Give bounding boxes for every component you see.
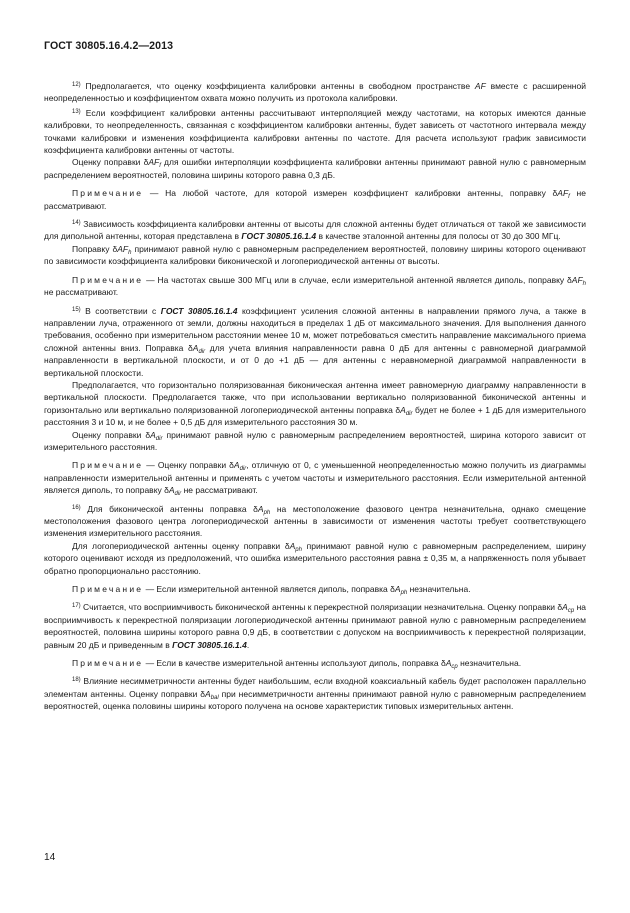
footnote-14-correction: Поправку δAF$_h$ принимают равной нулю с равномерным распределением вероятностей, половину ширины которого оценивают по зависимости коэффициента калибровки биконической и логопериодической антенны от высоты.	[44, 243, 586, 267]
footnote-13-note: Примечание — На любой частоте, для которой измерен коэффициент калибровки антенны, поправку δAF$_f$ не рассматривают.	[44, 188, 586, 211]
footnote-15-note: Примечание — Оценку поправки $\delta A_{dir}$, отличную от 0, с уменьшенной неопределенностью можно получить из диаграммы направленности измерительной антенны и применять с учетом частоты и измерительного расстояния. Если измерительной антенной является диполь, то поправку $\delta A_{dir}$ не рассматривают.	[44, 460, 587, 498]
document-body	[44, 80, 586, 713]
footnote-15: $^{15)}$ В соответствии с ГОСТ 30805.16.1.4 коэффициент усиления сложной антенны в направлении прямого луча, а также в направлении луча, отраженного от земли, должны находиться в пределах 1 дБ от максимального значения. Для выполнения данного требования, особенно при измерительном расстоянии менее 10 м, может потребоваться сместить направление максимального приема сложной антенны вниз. Поправка $\delta A_{dir}$ для учета влияния направленности равна 0 дБ для антенны с равномерной диаграммой направленности в вертикальной плоскости, и от 0 до +1 дБ — для антенны с неравномерной диаграммой направленности в вертикальной плоскости.	[44, 305, 586, 378]
footnote-15-assumption: Предполагается, что горизонтально поляризованная биконическая антенна имеет равномерную диаграмму направленности в вертикальной плоскости. Предполагается также, что при использовании вертикально поляризованной биконической антенны и горизонтально или вертикально поляризованной логопериодической антенны поправка $\delta A_{dir}$ будет не более + 1 дБ для измерительного расстояния 3 и 10 м, и не более + 0,5 дБ для измерительного расстояния 30 м.	[44, 379, 586, 428]
footnote-16-logperiodic: Для логопериодической антенны оценку поправки $\delta A_{ph}$ принимают равной нулю с равномерным распределением, ширину которого оценивают исходя из предположений, что ошибка измерительного расстояния равна ± 0,35 м, а напряженность поля убывает обратно пропорционально расстоянию.	[44, 540, 586, 576]
document-header: ГОСТ 30805.16.4.2—2013	[44, 40, 174, 52]
footnote-15-estimate: Оценку поправки $\delta A_{dir}$ принимают равной нулю с равномерным распределением вероятностей, ширина которого зависит от измерительного расстояния.	[44, 429, 586, 452]
footnote-18: $^{18)}$ Влияние несимметричности антенны будет наибольшим, если входной коаксиальный кабель будет расположен параллельно элементам антенны. Оценку поправки $\delta A_{bal}$ при несимметричности антенны принимают равной нулю с равномерным распределением вероятностей, оценка половины ширины которого получена на основе характеристик типовых измерительных антенн.	[44, 676, 587, 712]
standard-reference: ГОСТ 30805.16.1.4	[160, 305, 238, 316]
standard-reference: ГОСТ 30805.16.1.4	[241, 231, 317, 242]
page-number: 14	[44, 852, 56, 863]
standard-reference: ГОСТ 30805.16.1.4	[172, 639, 247, 650]
footnote-13-estimate: Оценку поправки δAF$_f$ для ошибки интерполяции коэффициента калибровки антенны принимают равной нулю с равномерным распределением вероятностей, половина ширины которого равна 0,3 дБ.	[44, 157, 586, 180]
footnote-12: $^{12)}$ Предполагается, что оценку коэффициента калибровки антенны в свободном пространстве AF вместе с расширенной неопределенностью и коэффициентом охвата можно получить из протокола калибровки.	[44, 81, 586, 104]
footnote-17: $^{17)}$ Считается, что восприимчивость биконической антенны к перекрестной поляризации незначительна. Оценку поправки $\delta A_{cp}$ на восприимчивость к перекрестной поляризации логопериодической антенны принимают равной нулю с равномерным распределением вероятностей, половина ширины которого равна 0,9 дБ, в соответствии с допуском на восприимчивость к перекрестной поляризации, равным 20 дБ и приведенным в ГОСТ 30805.16.1.4.	[44, 602, 586, 650]
footnote-16: $^{16)}$ Для биконической антенны поправка $\delta A_{ph}$ на местоположение фазового центра незначительна, однако смещение местоположения фазового центра логопериодической антенны в зависимости от изменения частоты требует соответствующего изменения измерительного расстояния.	[44, 503, 586, 539]
footnote-14: $^{14)}$ Зависимость коэффициента калибровки антенны от высоты для сложной антенны будет отличаться от такой же зависимости для дипольной антенны, которая представлена в ГОСТ 30805.16.1.4 в качестве эталонной антенны для полосы от 30 до 300 МГц.	[44, 219, 586, 242]
footnote-17-note: Примечание — Если в качестве измерительной антенны используют диполь, поправка $\delta A_{cp}$ незначительна.	[72, 658, 522, 671]
footnote-13: $^{13)}$ Если коэффициент калибровки антенны рассчитывают интерполяцией между частотами, на которых имеются данные калибровки, то неопределенность, связанная с коэффициентом калибровки антенны, будет зависеть от частотного интервала между точками калибровки и изменения коэффициента калибровки антенны по частоте. Для расчета используют график зависимости коэффициента калибровки антенны от частоты.	[44, 107, 586, 156]
footnote-16-note: Примечание — Если измерительной антенной является диполь, поправка $\delta A_{ph}$ незначительна.	[72, 584, 471, 597]
footnote-14-note: Примечание — На частотах свыше 300 МГц или в случае, если измерительной антенной является диполь, поправку δAF$_h$ не рассматривают.	[44, 274, 586, 298]
